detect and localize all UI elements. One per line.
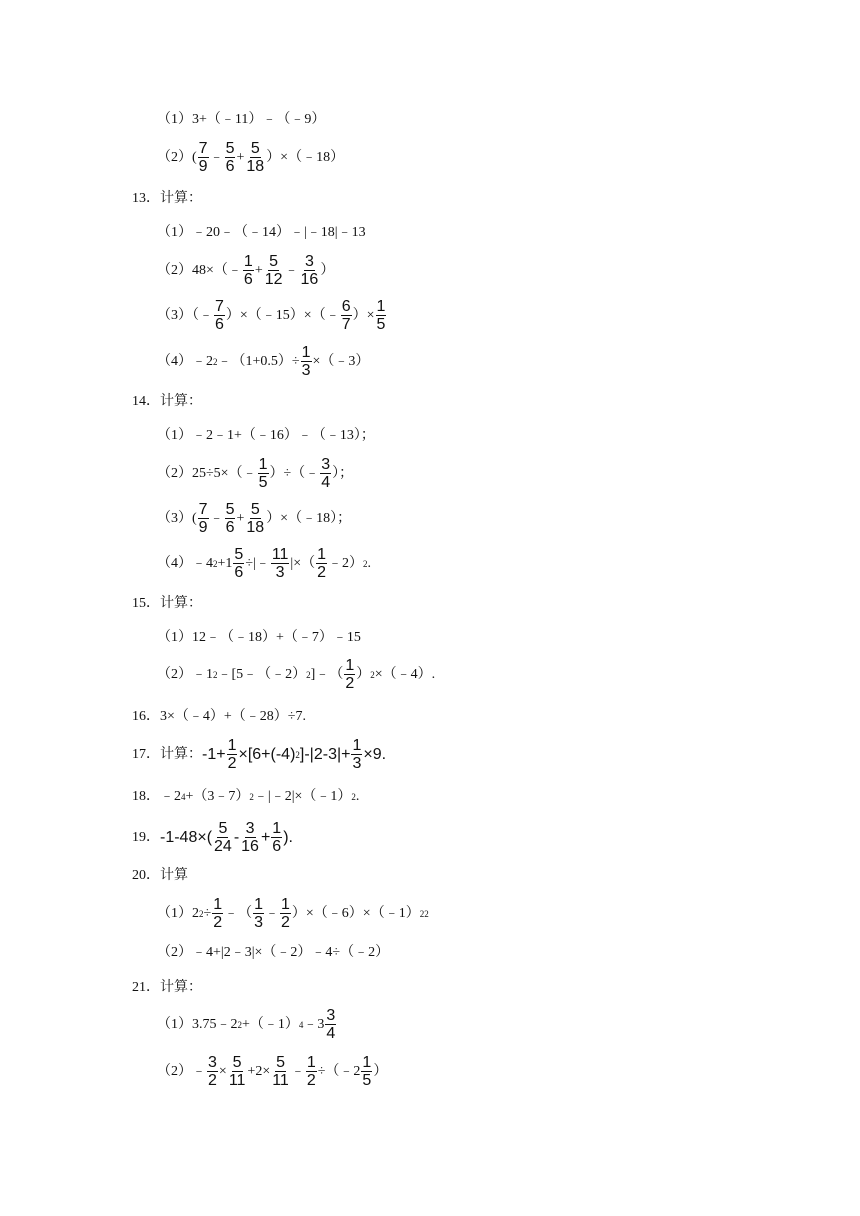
fraction: $\frac{1}{5}$ [258,456,268,491]
fraction: $\frac{1}{3}$ [352,737,362,772]
fraction: $\frac{5}{18}$ [246,501,265,536]
expr-text: . [367,555,372,571]
expr-text: + [236,149,245,165]
expr-text: |×（ [290,555,316,571]
expr-text: （2）( [157,149,197,165]
expr-text: （1）3+（﹣11）﹣（﹣9） [157,112,326,127]
expr-text: ﹣2） [328,555,364,571]
expr-text: + [236,510,245,526]
fraction: $\frac{11}{3}$ [271,546,289,581]
expr-text: ） [356,666,371,682]
p15-item-1 [157,628,361,648]
expr-text: ÷ [203,905,212,921]
fraction: $\frac{1}{2}$ [345,657,355,692]
expr-text: ）； [332,465,354,481]
expr-text: ﹣3 [303,1016,325,1032]
fraction: $\frac{5}{11}$ [228,1054,246,1089]
p18: 18．﹣2 4 +（3﹣7） 2 ﹣|﹣2|×（﹣1） 2 . [132,787,359,807]
expr-text: - [233,828,240,846]
p21-item-2 [157,1054,387,1089]
fraction: $\frac{1}{3}$ [254,896,263,931]
expr-text: ﹣|﹣2|×（﹣1） [253,789,352,804]
expr-text: × [218,1063,227,1079]
p14-item-1 [157,426,375,446]
expr-text: ÷（﹣2 [317,1063,361,1079]
expr-text: （3）（﹣ [157,307,213,323]
problem-heading: 21．计算： [132,980,202,995]
p20-item-1: （1）2 2 ÷ $\frac{1}{2}$ ﹣（ $\frac{1}{3}$ ﹣ $\frac{1}{2}$ ）×（﹣6）×（﹣1） 22 [157,896,429,931]
p21-heading [132,978,202,998]
problem-heading: 19． [132,829,160,845]
expr-text: （1）﹣20﹣（﹣14）﹣|﹣18|﹣13 [157,225,366,240]
p20-item-2 [157,943,389,963]
fraction: $\frac{1}{2}$ [317,546,327,581]
fraction: $\frac{3}{4}$ [326,1007,336,1042]
expr-text: +2× [247,1063,271,1079]
fraction: $\frac{5}{6}$ [225,501,235,536]
fraction: $\frac{6}{7}$ [341,298,351,333]
fraction: $\frac{1}{2}$ [213,896,223,931]
expr-text: （1）2 [157,905,199,921]
expr-text: （2）48×（﹣ [157,262,242,278]
p13-item-3 [157,298,387,333]
p14-item-2 [157,456,353,491]
p19 [132,820,293,855]
fraction: $\frac{1}{6}$ [272,820,282,855]
fraction: $\frac{7}{9}$ [198,140,208,175]
expr-text: +（﹣1） [242,1016,299,1032]
p14-item-3 [157,501,351,536]
fraction: $\frac{5}{12}$ [264,253,283,288]
expr-text: ﹣ [209,149,224,165]
p13-item-4: （4）﹣2 2 ﹣（1+0.5）÷ $\frac{1}{3}$ ×（﹣3） [157,344,370,379]
expr-text: （2）﹣4+|2﹣3|×（﹣2）﹣4÷（﹣2） [157,945,390,960]
expr-text: （4）﹣4 [157,555,213,571]
expr-text: ]﹣（ [310,666,344,682]
p13-heading [132,189,202,209]
fraction: $\frac{7}{9}$ [198,501,208,536]
fraction: $\frac{1}{5}$ [376,298,386,333]
expr-text: （4）﹣2 [157,353,213,369]
fraction: $\frac{1}{3}$ [301,344,311,379]
fraction: $\frac{1}{2}$ [306,1054,316,1089]
p14-item-4: （4）﹣4 2 +1 $\frac{5}{6}$ ÷|﹣ $\frac{11}{3}$ |×（ $\frac{1}{2}$ ﹣2） 2 . [157,546,372,581]
fraction: $\frac{1}{5}$ [362,1054,372,1089]
expr-text: （1）﹣2﹣1+（﹣16）﹣（﹣13）； [157,428,375,443]
fraction: $\frac{5}{6}$ [234,546,244,581]
fraction: $\frac{5}{24}$ [214,820,232,855]
expr-text: ÷|﹣ [245,555,270,571]
expr-text: ×（﹣3） [312,353,370,369]
fraction: $\frac{5}{6}$ [225,140,235,175]
fraction: $\frac{7}{6}$ [215,298,224,333]
expr-text: -1+ [202,745,226,763]
expr-text: ﹣（ [224,905,253,921]
p13-item-2 [157,253,334,288]
problem-heading: 13．计算： [132,191,202,206]
p14-heading [132,392,202,412]
fraction: $\frac{3}{4}$ [321,456,331,491]
expr-text: ﹣（1+0.5）÷ [217,353,300,369]
expr-text: （1）3.75﹣2 [157,1016,238,1032]
expr-text: ×[6+(-4) [238,745,296,763]
expr-text: -1-48×( [160,828,213,846]
p15-item-2: （2）﹣1 2 ﹣[5﹣（﹣2） 2 ]﹣（ $\frac{1}{2}$ ） 2 ×（﹣4）. [157,657,436,692]
p12-item-1 [157,110,325,130]
fraction: $\frac{5}{18}$ [246,140,265,175]
p13-item-1 [157,223,366,243]
p21-item-1: （1）3.75﹣2 2 +（﹣1） 4 ﹣3 $\frac{3}{4}$ [157,1007,336,1042]
expr-text: ）×（﹣18） [266,149,345,165]
fraction: $\frac{1}{2}$ [281,896,290,931]
expr-text: 16．3×（﹣4）+（﹣28）÷7. [132,709,306,724]
expr-text: ×（﹣4）. [374,666,436,682]
expr-text: +1 [217,555,233,571]
expr-text: ）÷（﹣ [269,465,320,481]
expr-text: （2）﹣1 [157,666,213,682]
p20-heading [132,866,188,886]
expr-text: ） [373,1063,388,1079]
expr-text: 18．﹣2 [132,789,181,804]
expr-text: （2）﹣ [157,1063,206,1079]
expr-text: ）×（﹣15）×（﹣ [225,307,340,323]
expr-text: ﹣ [209,510,224,526]
fraction: $\frac{3}{16}$ [300,253,319,288]
expr-text: ）×（﹣6）×（﹣1） [291,905,420,921]
expr-text: . [355,789,360,804]
p12-item-2 [157,140,344,175]
p17: 17．计算： -1+ $\frac{1}{2}$ ×[6+(-4) 2 ]-|2-3|+ $\frac{1}{3}$ ×9. [132,737,387,772]
expr-text: ×9. [363,745,387,763]
expr-text: ﹣ [290,1063,305,1079]
expr-text: （2）25÷5×（﹣ [157,465,257,481]
expr-text: ） [320,262,335,278]
expr-text: （3）( [157,510,197,526]
fraction: $\frac{1}{2}$ [227,737,237,772]
p15-heading [132,594,202,614]
fraction: $\frac{3}{2}$ [208,1054,217,1089]
expr-text: ﹣[5﹣（﹣2） [217,666,307,682]
expr-text: + [254,262,263,278]
expr-text: + [260,828,271,846]
fraction: $\frac{1}{6}$ [243,253,253,288]
problem-heading: 14．计算： [132,394,202,409]
fraction: $\frac{3}{16}$ [241,820,259,855]
expr-text: ﹣ [284,262,299,278]
problem-heading: 17．计算： [132,746,202,762]
expr-text: ]-|2-3|+ [299,745,351,763]
expr-text: （1）12﹣（﹣18）+（﹣7）﹣15 [157,630,361,645]
expr-text: ）× [352,307,375,323]
p16 [132,707,306,727]
expr-text: ）×（﹣18）； [266,510,352,526]
problem-heading: 20．计算 [132,868,188,883]
expr-text: ). [283,828,293,846]
fraction: $\frac{5}{11}$ [272,1054,289,1089]
problem-heading: 15．计算： [132,596,202,611]
expr-text: ﹣ [265,905,279,921]
expr-text: +（3﹣7） [185,789,250,804]
